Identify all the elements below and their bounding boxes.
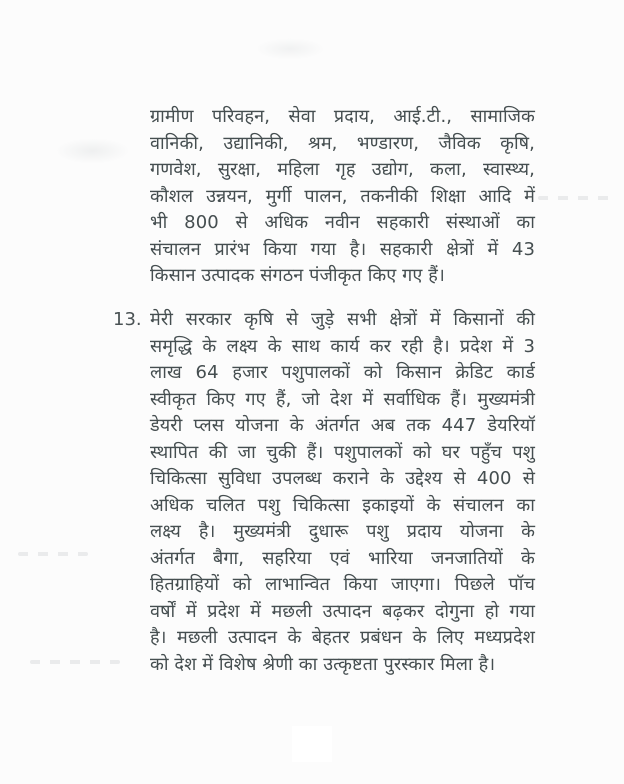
scan-artifact-dots <box>18 552 88 556</box>
body-line: अंतर्गत बैगा, सहरिया एवं भारिया जनजातियों के <box>150 547 535 569</box>
body-line: किसान उत्पादक संगठन पंजीकृत किए गए हैं। <box>150 265 445 286</box>
body-line: लाख 64 हजार पशुपालकों को किसान क्रेडिट कार्ड <box>150 362 535 383</box>
body-line: वानिकी, उद्यानिकी, श्रम, भण्डारण, जैविक कृषि, <box>150 132 535 154</box>
body-line: स्थापित की जा चुकी हैं। पशुपालकों को घर पहुँच पशु <box>150 441 535 463</box>
paragraph-12-continuation <box>150 104 535 290</box>
body-line: लक्ष्य है। मुख्यमंत्री दुधारू पशु प्रदाय योजना के <box>150 521 535 542</box>
body-line: है। मछली उत्पादन के बेहतर प्रबंधन के लिए मध्यप्रदेश <box>150 627 535 648</box>
body-line: संचालन प्रारंभ किया गया है। सहकारी क्षेत्रों में 43 <box>150 238 535 260</box>
body-line: चिकित्सा सुविधा उपलब्ध कराने के उद्देश्य से 400 से <box>150 468 535 489</box>
body-line: को देश में विशेष श्रेणी का उत्कृष्टता पुरस्कार मिला है। <box>150 653 496 675</box>
body-line: गणवेश, सुरक्षा, महिला गृह उद्योग, कला, स्वास्थ्य, <box>150 159 535 180</box>
scan-smudge <box>55 138 130 164</box>
body-line: कौशल उन्नयन, मुर्गी पालन, तकनीकी शिक्षा आदि में <box>150 185 535 207</box>
scan-artifact-dots <box>538 196 610 200</box>
paragraph-13-number: 13. <box>113 309 142 330</box>
paragraph-13 <box>150 307 535 678</box>
body-line: मेरी सरकार कृषि से जुड़े सभी क्षेत्रों में किसानों की <box>150 309 535 330</box>
body-line: हितग्राहियों को लाभान्वित किया जाएगा। पिछले पॉच <box>150 574 535 595</box>
scan-artifact-dots <box>30 660 120 664</box>
body-line: अधिक चलित पशु चिकित्सा इकाइयों के संचालन का <box>150 494 535 516</box>
body-line: भी 800 से अधिक नवीन सहकारी संस्थाओं का <box>150 212 535 233</box>
body-line: स्वीकृत किए गए हैं, जो देश में सर्वाधिक हैं। मुख्यमंत्री <box>150 388 535 410</box>
body-line: ग्रामीण परिवहन, सेवा प्रदाय, आई.टी., सामाजिक <box>150 106 535 127</box>
body-line: समृद्धि के लक्ष्य के साथ कार्य कर रही है। प्रदेश में 3 <box>150 335 535 357</box>
body-line: वर्षों में प्रदेश में मछली उत्पादन बढ़कर दोगुना हो गया <box>150 600 535 622</box>
scan-whiteout-patch <box>292 726 332 762</box>
scan-smudge <box>255 38 325 60</box>
body-line: डेयरी प्लस योजना के अंतर्गत अब तक 447 डेयरियॉ <box>150 415 535 436</box>
